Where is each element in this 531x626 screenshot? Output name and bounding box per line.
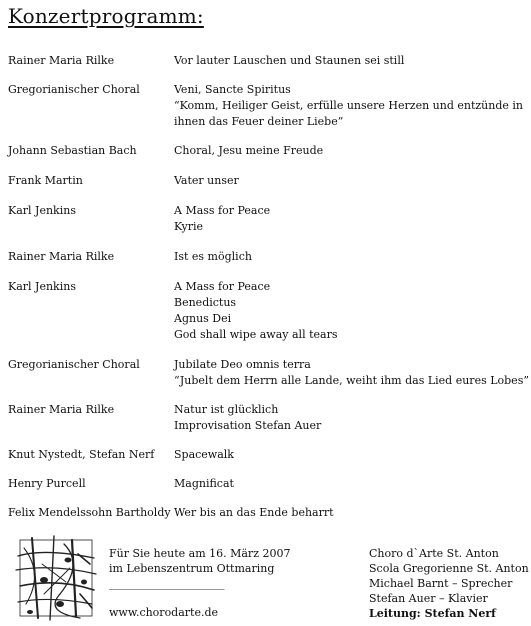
work-list	[174, 203, 523, 235]
work-list	[174, 447, 523, 463]
work-title: Agnus Dei	[174, 312, 232, 325]
conductor: Leitung: Stefan Nerf	[369, 607, 496, 620]
program-item	[8, 476, 523, 492]
program-item	[8, 143, 523, 159]
composer-name: Karl Jenkins	[8, 280, 76, 293]
work-title: A Mass for Peace	[174, 280, 271, 293]
composer-name: Rainer Maria Rilke	[8, 54, 115, 67]
composer-name: Felix Mendelssohn Bartholdy	[8, 506, 171, 519]
work-title: God shall wipe away all tears	[174, 328, 338, 341]
work-title: “Komm, Heiliger Geist, erfülle unsere Herzen und entzünde in	[174, 99, 523, 112]
performer-choir: Choro d`Arte St. Anton	[369, 547, 499, 560]
work-title: “Jubelt dem Herrn alle Lande, weiht ihm das Lied eures Lobes”	[174, 374, 529, 387]
work-title: Choral, Jesu meine Freude	[174, 144, 324, 157]
program-item	[8, 357, 529, 389]
work-title: Vater unser	[174, 174, 239, 187]
work-list	[174, 279, 523, 343]
composer-name: Rainer Maria Rilke	[8, 250, 115, 263]
work-title: Kyrie	[174, 220, 204, 233]
work-list	[174, 402, 523, 434]
website-link[interactable]: www.chorodarte.de	[109, 606, 219, 619]
composer-name: Johann Sebastian Bach	[8, 144, 137, 157]
performer-scola: Scola Gregorienne St. Anton	[369, 562, 529, 575]
work-title: Spacewalk	[174, 448, 234, 461]
work-title: Vor lauter Lauschen und Staunen sei still	[174, 54, 405, 67]
composer-name: Karl Jenkins	[8, 204, 76, 217]
event-venue: im Lebenszentrum Ottmaring	[109, 562, 275, 575]
work-list	[174, 505, 523, 521]
composer-name: Gregorianischer Choral	[8, 358, 140, 371]
program-item	[8, 203, 523, 235]
performer-piano: Stefan Auer – Klavier	[369, 592, 488, 605]
page-title: Konzertprogramm:	[8, 4, 204, 28]
program-item	[8, 279, 523, 343]
work-title: Veni, Sancte Spiritus	[174, 83, 291, 96]
work-list	[174, 143, 523, 159]
composer-name: Henry Purcell	[8, 477, 86, 490]
work-list	[174, 173, 523, 189]
work-title: Magnificat	[174, 477, 234, 490]
work-list	[174, 357, 529, 389]
work-list	[174, 53, 523, 69]
program-item	[8, 249, 523, 265]
composer-name: Frank Martin	[8, 174, 83, 187]
event-date: Für Sie heute am 16. März 2007	[109, 547, 291, 560]
choir-logo	[14, 534, 98, 622]
program-item	[8, 402, 523, 434]
program-list	[8, 53, 529, 521]
work-list	[174, 249, 523, 265]
divider-line: _____________________	[109, 577, 225, 590]
program-item	[8, 447, 523, 463]
performers	[369, 546, 529, 621]
program-item	[8, 505, 523, 521]
composer-name: Rainer Maria Rilke	[8, 403, 115, 416]
work-title: Improvisation Stefan Auer	[174, 419, 322, 432]
program-item	[8, 173, 523, 189]
composer-name: Knut Nystedt, Stefan Nerf	[8, 448, 155, 461]
work-title: A Mass for Peace	[174, 204, 271, 217]
work-title: Wer bis an das Ende beharrt	[174, 506, 334, 519]
program-item	[8, 53, 523, 69]
composer-name: Gregorianischer Choral	[8, 83, 140, 96]
work-title: ihnen das Feuer deiner Liebe”	[174, 115, 344, 128]
work-list	[174, 82, 523, 130]
work-title: Jubilate Deo omnis terra	[174, 358, 311, 371]
work-title: Natur ist glücklich	[174, 403, 279, 416]
performer-speaker: Michael Barnt – Sprecher	[369, 577, 513, 590]
work-title: Ist es möglich	[174, 250, 252, 263]
program-item	[8, 82, 523, 130]
work-list	[174, 476, 523, 492]
event-info	[109, 546, 290, 620]
work-title: Benedictus	[174, 296, 237, 309]
